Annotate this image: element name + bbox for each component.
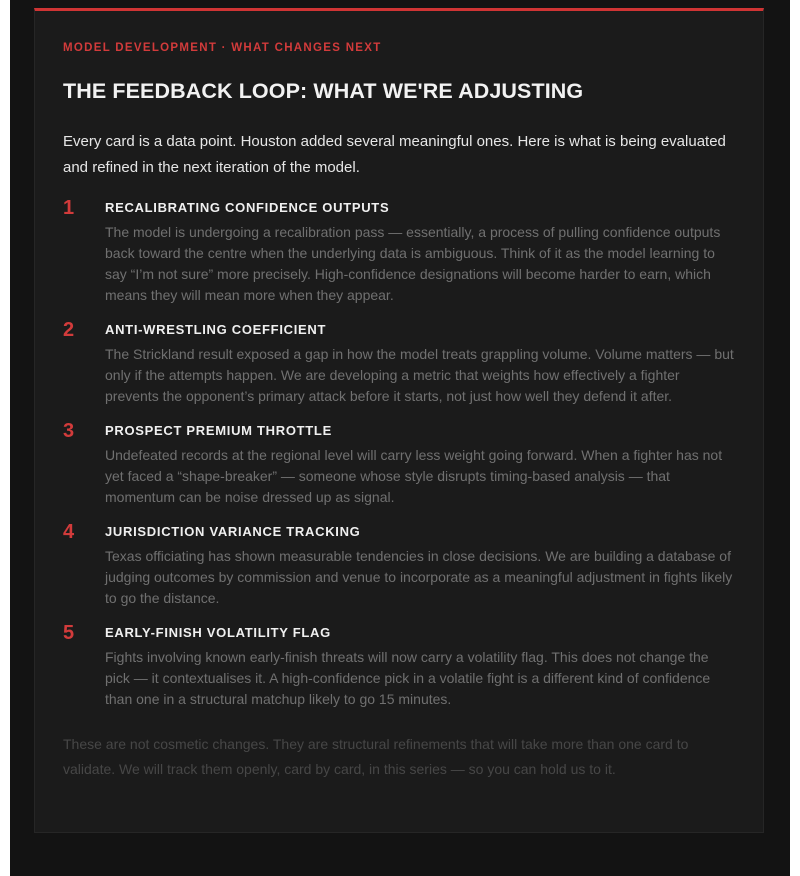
item-number: 3 [63, 420, 75, 442]
intro-paragraph: Every card is a data point. Houston added several meaningful ones. Here is what is being evaluated and refined in the next iteration of the model. [63, 133, 726, 176]
item-body: Texas officiating has shown measurable tendencies in close decisions. We are building a database of judging outcomes by commission and venue to incorporate as a meaningful adjustment in fights likely to go the distance. [105, 548, 733, 606]
item-heading: PROSPECT PREMIUM THROTTLE [105, 423, 332, 438]
article-card [34, 8, 764, 833]
item-heading: EARLY-FINISH VOLATILITY FLAG [105, 625, 331, 640]
section-eyebrow: MODEL DEVELOPMENT · WHAT CHANGES NEXT [63, 42, 382, 54]
closing-paragraph: These are not cosmetic changes. They are structural refinements that will take more than one card to validate. We will track them openly, card by card, in this series — so you can hold us to it. [63, 736, 689, 777]
item-number: 2 [63, 319, 75, 341]
adjustments-list [63, 197, 735, 710]
item-body: The Strickland result exposed a gap in how the model treats grappling volume. Volume matters — but only if the attempts happen. We are developing a metric that weights how effectively a fighter prevents the opponent’s primary attack before it starts, not just how well they defend it after. [105, 346, 734, 404]
item-heading: ANTI-WRESTLING COEFFICIENT [105, 322, 327, 337]
item-number: 1 [63, 197, 75, 219]
list-item [63, 622, 735, 710]
item-body: Undefeated records at the regional level will carry less weight going forward. When a fighter has not yet faced a “shape-breaker” — someone whose style disrupts timing-based analysis — that momentum can be noise dressed up as signal. [105, 447, 723, 505]
list-item [63, 319, 735, 407]
article-title: THE FEEDBACK LOOP: WHAT WE'RE ADJUSTING [63, 79, 584, 103]
item-number: 4 [63, 521, 75, 543]
item-heading: JURISDICTION VARIANCE TRACKING [105, 524, 361, 539]
list-item [63, 197, 735, 306]
item-number: 5 [63, 622, 75, 644]
list-item [63, 420, 735, 508]
list-item [63, 521, 735, 609]
item-heading: RECALIBRATING CONFIDENCE OUTPUTS [105, 200, 390, 215]
page-background [10, 0, 790, 876]
item-body: Fights involving known early-finish threats will now carry a volatility flag. This does not change the pick — it contextualises it. A high-confidence pick in a volatile fight is a different kind of confidence than one in a structural matchup likely to go 15 minutes. [105, 649, 711, 707]
item-body: The model is undergoing a recalibration pass — essentially, a process of pulling confidence outputs back toward the centre when the underlying data is ambiguous. Think of it as the model learning to say “I’m not sure” more precisely. High-confidence designations will become harder to earn, which means they will mean more when they appear. [105, 224, 721, 303]
